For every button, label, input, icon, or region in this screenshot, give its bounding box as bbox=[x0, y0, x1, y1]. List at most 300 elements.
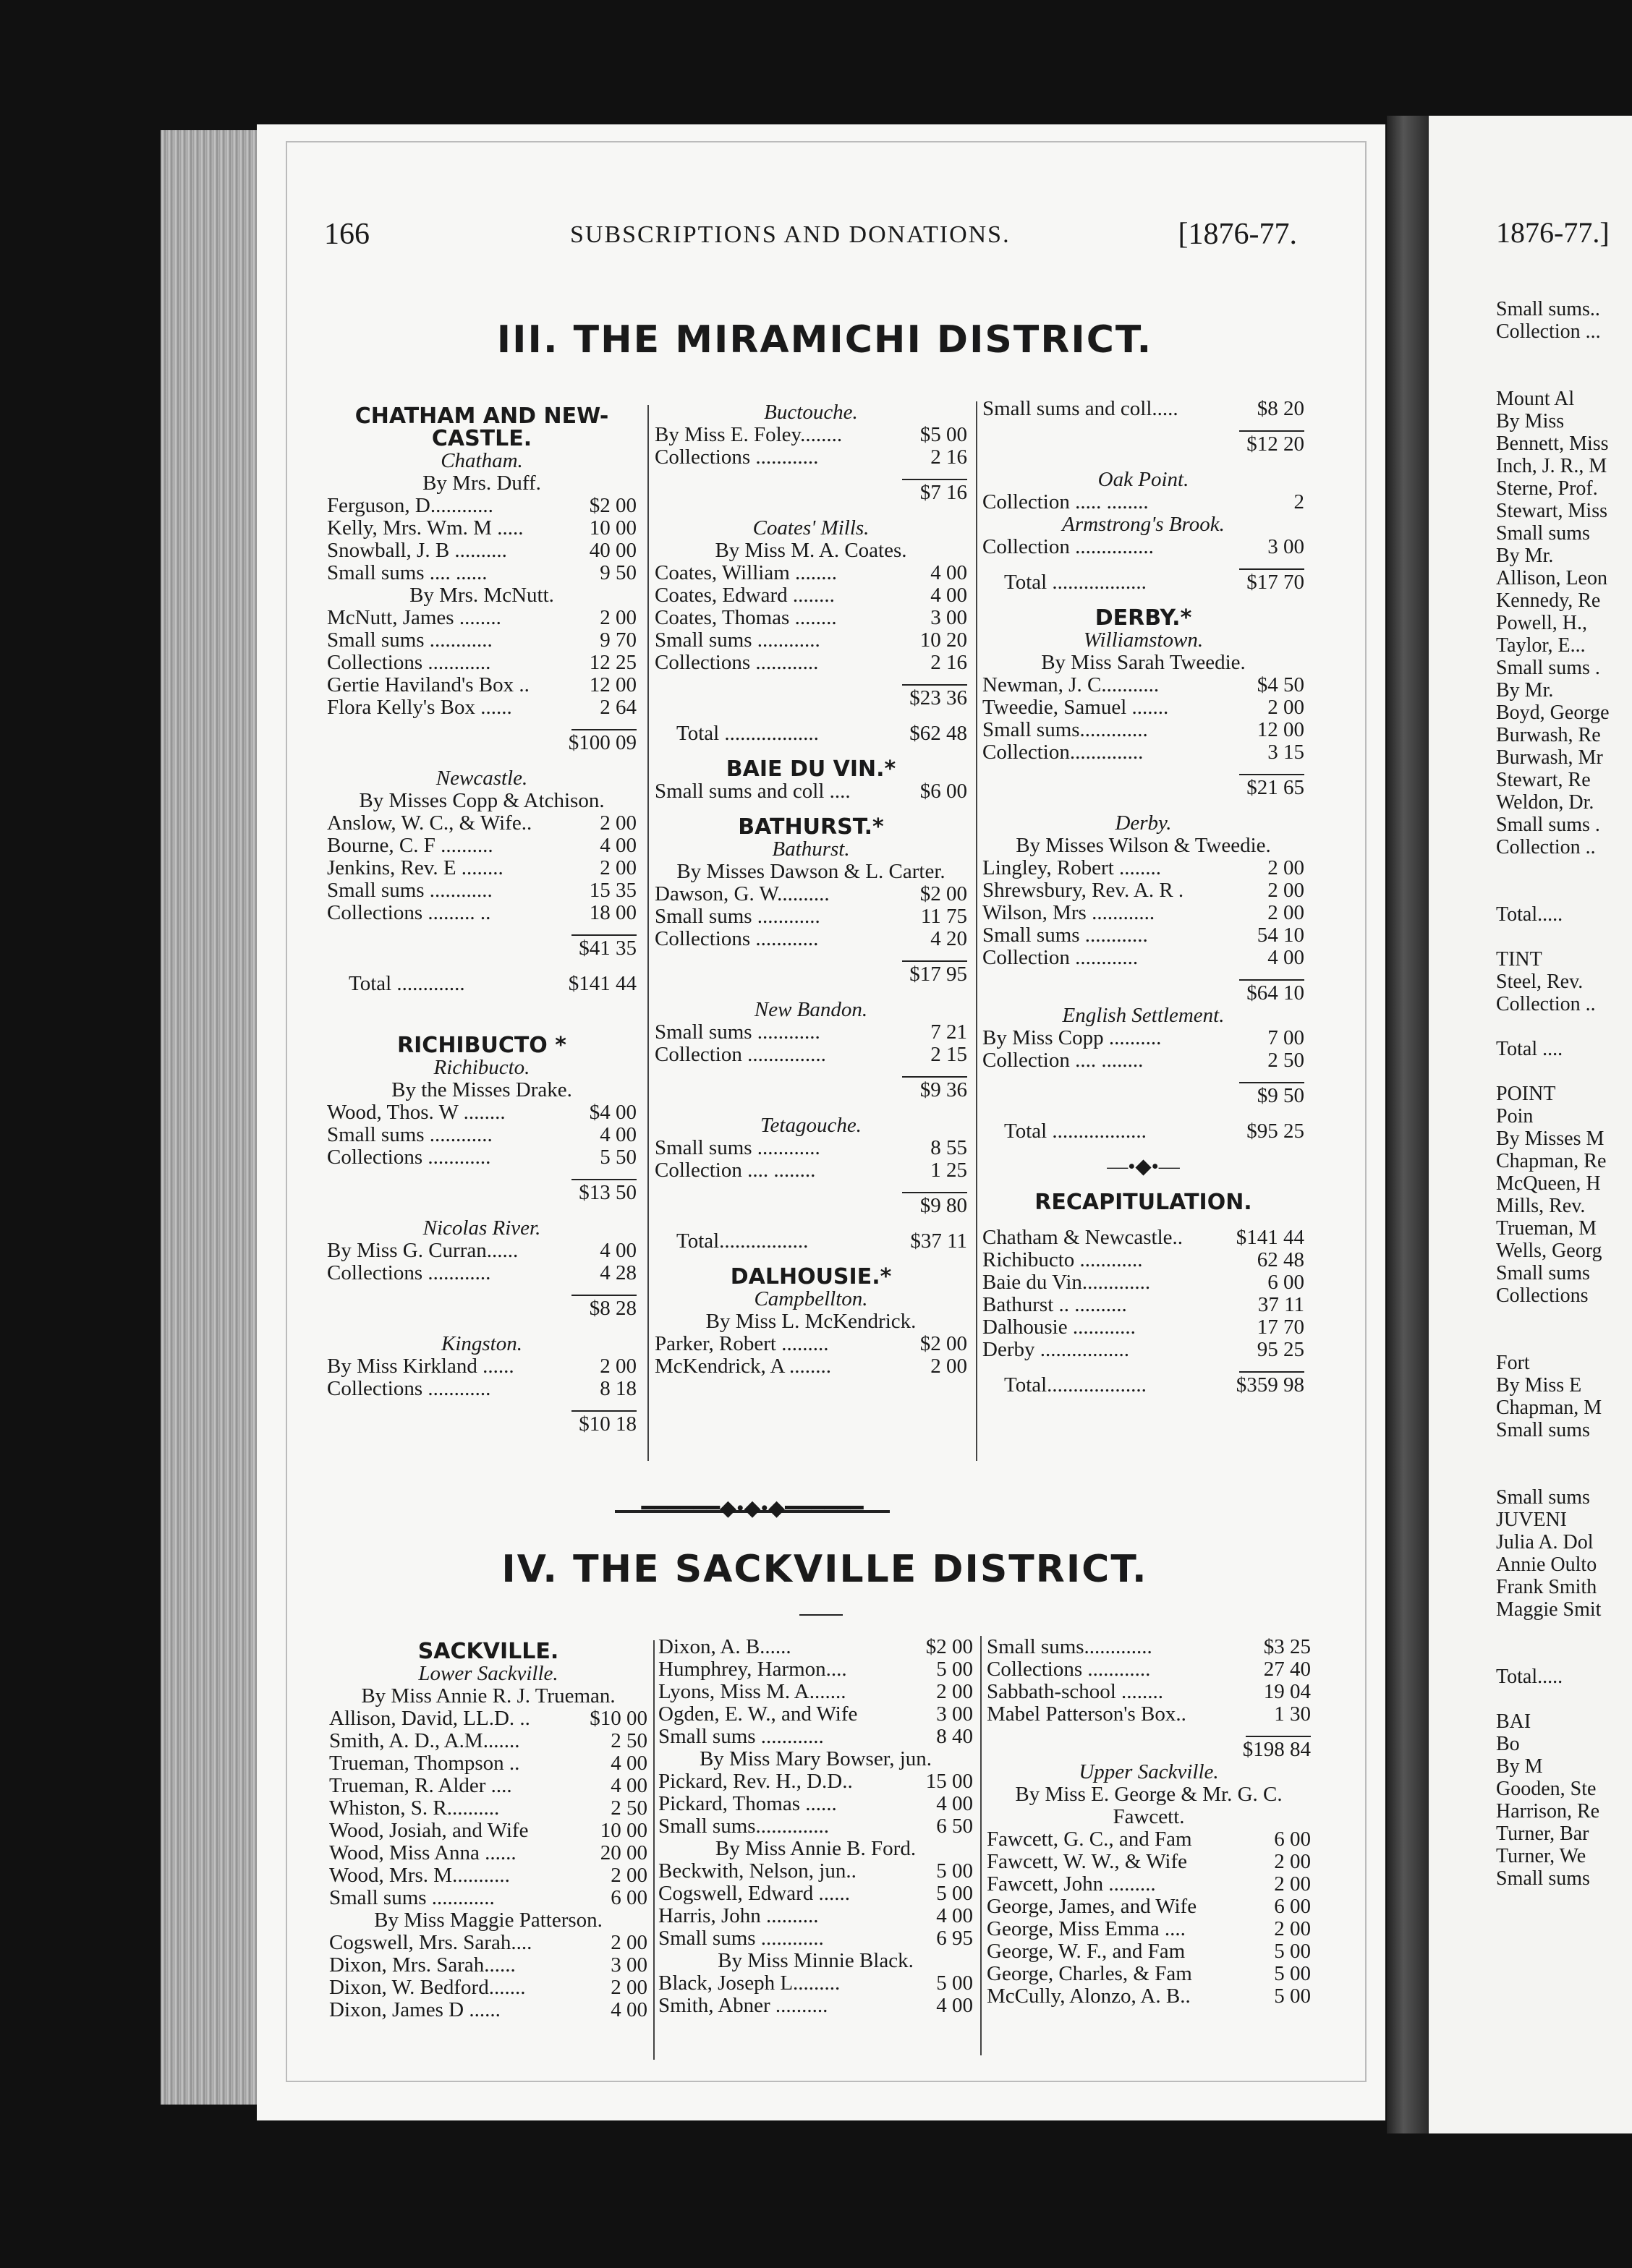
entry-row bbox=[987, 1918, 1311, 1940]
entry-amount: 19 04 bbox=[1263, 1680, 1311, 1703]
entry-row bbox=[658, 1972, 973, 1995]
entry-amount: $141 44 bbox=[1236, 1226, 1304, 1249]
entry-label: Kelly, Mrs. Wm. M ..... bbox=[327, 516, 524, 540]
ornament-glyphs: ━━━━━━◆•◆•◆━━━━━━ bbox=[641, 1496, 864, 1520]
entry-label: Total .................. bbox=[1004, 571, 1147, 594]
entry-amount: $7 16 bbox=[919, 481, 967, 504]
spacer bbox=[655, 709, 967, 722]
entry-row bbox=[655, 562, 967, 584]
total-row bbox=[982, 1374, 1304, 1397]
entry-row bbox=[329, 1887, 647, 1909]
right-page-line: By Mr. bbox=[1496, 545, 1554, 567]
place-name: Derby. bbox=[1115, 811, 1172, 835]
entry-amount: 12 25 bbox=[589, 651, 637, 674]
entry-amount: 4 00 bbox=[600, 834, 637, 857]
entry-row bbox=[329, 1977, 647, 1999]
entry-amount: 4 00 bbox=[936, 1792, 973, 1815]
entry-amount: 17 70 bbox=[1257, 1316, 1304, 1339]
collector-line: —•◆•— bbox=[1107, 1155, 1180, 1178]
entry-amount: 12 00 bbox=[589, 673, 637, 696]
entry-amount: 12 00 bbox=[1257, 718, 1304, 741]
entry-row bbox=[658, 1726, 973, 1748]
right-page-line: Annie Oulto bbox=[1496, 1553, 1597, 1576]
entry-row bbox=[327, 1240, 637, 1262]
title-underline bbox=[799, 1614, 843, 1616]
collector-line: By Miss E. George & Mr. G. C. bbox=[1015, 1783, 1283, 1806]
entry-amount: 2 00 bbox=[600, 1355, 637, 1378]
entry-row bbox=[327, 540, 637, 562]
right-page-line: Kennedy, Re bbox=[1496, 589, 1601, 612]
entry-label: Coates, Thomas ........ bbox=[655, 606, 837, 629]
entry-amount: $2 00 bbox=[589, 494, 637, 517]
entry-amount: $62 48 bbox=[909, 722, 967, 745]
entry-row bbox=[987, 1963, 1311, 1985]
subtotal-row bbox=[655, 963, 967, 986]
running-header bbox=[324, 217, 1297, 260]
entry-label: Bourne, C. F .......... bbox=[327, 834, 493, 857]
entry-amount: 4 00 bbox=[930, 584, 967, 607]
entry-amount: 4 00 bbox=[930, 561, 967, 584]
entry-amount: 8 18 bbox=[600, 1377, 637, 1400]
entry-label: Collections ............ bbox=[327, 651, 491, 674]
subtotal-rule bbox=[327, 1169, 637, 1182]
entry-amount: $100 09 bbox=[568, 731, 637, 754]
total-row bbox=[655, 722, 967, 745]
right-page-line: Taylor, E... bbox=[1496, 634, 1586, 657]
column-divider bbox=[653, 1640, 655, 2060]
place-name: Upper Sackville. bbox=[1079, 1760, 1219, 1783]
section-heading: BATHURST.* bbox=[738, 814, 884, 840]
entry-amount: 1 30 bbox=[1274, 1702, 1311, 1726]
entry-row bbox=[655, 928, 967, 950]
entry-amount: 2 00 bbox=[611, 1931, 647, 1954]
entry-row bbox=[982, 1339, 1304, 1361]
entry-row bbox=[982, 1049, 1304, 1072]
section-heading: RICHIBUCTO * bbox=[397, 1033, 566, 1058]
right-page-line: Burwash, Re bbox=[1496, 724, 1601, 746]
entry-label: Jenkins, Rev. E ........ bbox=[327, 856, 503, 879]
right-page-line: Small sums.. bbox=[1496, 298, 1600, 320]
entry-row bbox=[658, 1815, 973, 1838]
entry-label: Small sums ............ bbox=[658, 1927, 824, 1950]
entry-label: By Miss G. Curran...... bbox=[327, 1239, 519, 1262]
entry-label: Wood, Josiah, and Wife bbox=[329, 1819, 529, 1842]
entry-row bbox=[658, 1793, 973, 1815]
place-name: Buctouche. bbox=[764, 401, 858, 424]
entry-label: Chatham & Newcastle.. bbox=[982, 1226, 1183, 1249]
entry-row bbox=[982, 857, 1304, 879]
entry-row bbox=[982, 1294, 1304, 1316]
entry-amount: 10 00 bbox=[600, 1819, 647, 1842]
entry-label: Collections ............ bbox=[987, 1658, 1151, 1681]
entry-label: Lyons, Miss M. A....... bbox=[658, 1680, 846, 1703]
entry-amount: 2 50 bbox=[1267, 1049, 1304, 1072]
right-page-column bbox=[1496, 298, 1610, 1890]
district-3-column-3 bbox=[982, 398, 1304, 1397]
entry-row bbox=[658, 1927, 973, 1950]
right-page-line: Harrison, Re bbox=[1496, 1800, 1600, 1822]
right-page-line bbox=[1496, 365, 1610, 388]
place-name: Kingston. bbox=[441, 1332, 522, 1355]
section-heading: DALHOUSIE.* bbox=[730, 1264, 892, 1289]
entry-label: Parker, Robert ......... bbox=[655, 1332, 829, 1355]
collector-line: By the Misses Drake. bbox=[391, 1078, 572, 1101]
entry-label: Small sums and coll..... bbox=[982, 397, 1178, 420]
entry-amount: 4 00 bbox=[611, 1752, 647, 1775]
entry-row bbox=[327, 1146, 637, 1169]
entry-amount: 2 00 bbox=[611, 1976, 647, 1999]
place-name: Campbellton. bbox=[754, 1287, 868, 1310]
entry-amount: 4 00 bbox=[600, 1239, 637, 1262]
entry-amount: 15 35 bbox=[589, 879, 637, 902]
entry-amount: $17 70 bbox=[1246, 571, 1304, 594]
entry-row bbox=[658, 1681, 973, 1703]
entry-row bbox=[327, 696, 637, 719]
right-page-line: JUVENI bbox=[1496, 1509, 1567, 1531]
entry-label: Collections ............ bbox=[655, 651, 819, 674]
entry-row bbox=[329, 1932, 647, 1954]
right-page-line: Collections bbox=[1496, 1284, 1589, 1307]
entry-label: Tweedie, Samuel ....... bbox=[982, 696, 1169, 719]
entry-label: Collections ............ bbox=[655, 927, 819, 950]
entry-label: Shrewsbury, Rev. A. R . bbox=[982, 879, 1184, 902]
entry-amount: 2 00 bbox=[611, 1864, 647, 1887]
entry-row bbox=[982, 1271, 1304, 1294]
entry-row bbox=[987, 1940, 1311, 1963]
entry-amount: $8 28 bbox=[589, 1297, 637, 1320]
total-row bbox=[982, 1120, 1304, 1143]
entry-amount: $9 36 bbox=[919, 1078, 967, 1101]
entry-amount: 15 00 bbox=[925, 1770, 973, 1793]
entry-amount: 10 00 bbox=[589, 516, 637, 540]
collector-line: By Misses Dawson & L. Carter. bbox=[676, 860, 945, 883]
entry-amount: 2 00 bbox=[1267, 856, 1304, 879]
subtotal-rule bbox=[982, 420, 1304, 433]
entry-amount: 7 21 bbox=[930, 1020, 967, 1044]
entry-row bbox=[658, 1905, 973, 1927]
entry-label: Small sums ............ bbox=[329, 1886, 495, 1909]
entry-row bbox=[658, 1636, 973, 1658]
entry-amount: $4 00 bbox=[589, 1101, 637, 1124]
entry-row bbox=[655, 780, 967, 803]
entry-label: Total .................. bbox=[1004, 1120, 1147, 1143]
entry-label: McKendrick, A ........ bbox=[655, 1355, 832, 1378]
entry-row bbox=[327, 1378, 637, 1400]
right-page-line bbox=[1496, 1441, 1610, 1464]
subtotal-row bbox=[655, 1195, 967, 1217]
subtotal-row bbox=[655, 482, 967, 504]
entry-row bbox=[329, 1708, 647, 1730]
spacer bbox=[982, 456, 1304, 469]
entry-amount: 5 00 bbox=[936, 1971, 973, 1995]
right-page-line: Gooden, Ste bbox=[1496, 1778, 1597, 1800]
entry-amount: 2 00 bbox=[936, 1680, 973, 1703]
entry-label: Small sums ............ bbox=[658, 1725, 824, 1748]
subtotal-rule bbox=[655, 469, 967, 482]
entry-label: Collections ............ bbox=[655, 446, 819, 469]
right-page-line: By Mr. bbox=[1496, 679, 1554, 702]
right-page-line: Bennett, Miss bbox=[1496, 432, 1609, 455]
right-page-line: Collection .. bbox=[1496, 993, 1596, 1015]
entry-row bbox=[658, 1995, 973, 2017]
place-name: Armstrong's Brook. bbox=[1062, 513, 1225, 536]
collector-line: By Miss Mary Bowser, jun. bbox=[699, 1747, 932, 1770]
entry-amount: $9 80 bbox=[919, 1194, 967, 1217]
entry-amount: $2 00 bbox=[925, 1635, 973, 1658]
entry-row bbox=[982, 674, 1304, 696]
entry-amount: 6 50 bbox=[936, 1815, 973, 1838]
entry-row bbox=[655, 652, 967, 674]
right-page-line: Poin bbox=[1496, 1105, 1534, 1127]
entry-label: Small sums ............ bbox=[655, 1020, 820, 1044]
subtotal-row bbox=[327, 1413, 637, 1436]
entry-label: Newman, J. C........... bbox=[982, 673, 1160, 696]
entry-amount: 4 00 bbox=[611, 1774, 647, 1797]
entry-amount: $10 00 bbox=[590, 1707, 647, 1730]
entry-amount: 54 10 bbox=[1257, 924, 1304, 947]
entry-row bbox=[327, 607, 637, 629]
entry-row bbox=[982, 719, 1304, 741]
entry-row bbox=[655, 629, 967, 652]
entry-row bbox=[982, 1027, 1304, 1049]
subtotal-row bbox=[982, 777, 1304, 799]
entry-label: Small sums ............ bbox=[327, 1123, 493, 1146]
right-page-line: Wells, Georg bbox=[1496, 1240, 1602, 1262]
right-page-line: POINT bbox=[1496, 1083, 1556, 1105]
entry-row bbox=[987, 1681, 1311, 1703]
place-name: Newcastle. bbox=[435, 767, 528, 790]
collector-line: By Miss L. McKendrick. bbox=[705, 1310, 917, 1333]
subtotal-row bbox=[982, 1085, 1304, 1107]
entry-amount: $8 20 bbox=[1257, 397, 1304, 420]
entry-label: Total................. bbox=[676, 1229, 809, 1253]
entry-amount: $95 25 bbox=[1246, 1120, 1304, 1143]
entry-amount: $37 11 bbox=[910, 1229, 967, 1253]
entry-label: Harris, John .......... bbox=[658, 1904, 819, 1927]
right-page-line bbox=[1496, 1060, 1610, 1083]
subtotal-rule bbox=[982, 1361, 1304, 1374]
entry-amount: 6 00 bbox=[1274, 1895, 1311, 1918]
entry-amount: 95 25 bbox=[1257, 1338, 1304, 1361]
entry-amount: 2 00 bbox=[600, 856, 637, 879]
book-page-edges bbox=[161, 130, 269, 2105]
entry-amount: 5 00 bbox=[936, 1882, 973, 1905]
spacer bbox=[982, 799, 1304, 812]
entry-amount: 27 40 bbox=[1263, 1658, 1311, 1681]
entry-row bbox=[327, 1262, 637, 1284]
entry-amount: 6 95 bbox=[936, 1927, 973, 1950]
entry-row bbox=[982, 879, 1304, 902]
entry-label: Dawson, G. W.......... bbox=[655, 882, 830, 905]
right-page-line: Boyd, George bbox=[1496, 702, 1610, 724]
entry-row bbox=[329, 1797, 647, 1820]
place-name: Bathurst. bbox=[772, 837, 850, 861]
entry-label: Total................... bbox=[1004, 1373, 1147, 1397]
entry-amount: 2 00 bbox=[930, 1355, 967, 1378]
entry-label: Small sums............. bbox=[987, 1635, 1152, 1658]
right-page-line: Mount Al bbox=[1496, 388, 1575, 410]
entry-label: Cogswell, Edward ...... bbox=[658, 1882, 850, 1905]
entry-amount: 4 00 bbox=[936, 1904, 973, 1927]
entry-row bbox=[327, 857, 637, 879]
entry-amount: $2 00 bbox=[919, 882, 967, 905]
entry-amount: 4 00 bbox=[611, 1998, 647, 2021]
section-heading: BAIE DU VIN.* bbox=[726, 756, 896, 782]
entry-label: Bathurst .. .......... bbox=[982, 1293, 1127, 1316]
section-heading: RECAPITULATION. bbox=[1034, 1190, 1252, 1215]
entry-amount: 6 00 bbox=[611, 1886, 647, 1909]
page-number: 166 bbox=[324, 218, 370, 251]
right-page-line: Trueman, M bbox=[1496, 1217, 1597, 1240]
collector-line: By Miss Minnie Black. bbox=[718, 1949, 914, 1972]
entry-label: Fawcett, John ......... bbox=[987, 1872, 1156, 1896]
entry-label: Collection .... ........ bbox=[982, 1049, 1144, 1072]
entry-label: Dalhousie ............ bbox=[982, 1316, 1136, 1339]
entry-label: Small sums ............ bbox=[982, 924, 1148, 947]
right-page-line: By Misses M bbox=[1496, 1127, 1605, 1150]
subtotal-rule bbox=[987, 1726, 1311, 1739]
section-heading: CHATHAM AND NEW- bbox=[354, 404, 609, 429]
entry-amount: 2 00 bbox=[600, 606, 637, 629]
spacer bbox=[655, 1217, 967, 1230]
entry-row bbox=[655, 1137, 967, 1159]
entry-label: Collections ............ bbox=[327, 1261, 491, 1284]
entry-amount: $2 00 bbox=[919, 1332, 967, 1355]
entry-row bbox=[658, 1883, 973, 1905]
entry-row bbox=[327, 495, 637, 517]
collector-line: By Miss Annie B. Ford. bbox=[715, 1837, 917, 1860]
entry-row bbox=[987, 1828, 1311, 1851]
entry-row bbox=[327, 517, 637, 540]
book-gutter bbox=[1387, 116, 1429, 2133]
entry-row bbox=[327, 1101, 637, 1124]
entry-label: Coates, Edward ........ bbox=[655, 584, 835, 607]
entry-amount: 2 16 bbox=[930, 651, 967, 674]
entry-amount: 5 50 bbox=[600, 1146, 637, 1169]
entry-label: Collection ............ bbox=[982, 946, 1139, 969]
entry-row bbox=[329, 1775, 647, 1797]
entry-amount: 2 50 bbox=[611, 1796, 647, 1820]
entry-label: Collection ..... ........ bbox=[982, 490, 1149, 513]
entry-row bbox=[982, 924, 1304, 947]
entry-label: Beckwith, Nelson, jun.. bbox=[658, 1859, 857, 1883]
entry-amount: 6 00 bbox=[1267, 1271, 1304, 1294]
right-page-line bbox=[1496, 1329, 1610, 1352]
right-page-line: Collection .. bbox=[1496, 836, 1596, 858]
entry-row bbox=[982, 947, 1304, 969]
entry-label: Smith, A. D., A.M....... bbox=[329, 1729, 520, 1752]
entry-label: Small sums and coll .... bbox=[655, 780, 851, 803]
entry-label: Trueman, R. Alder .... bbox=[329, 1774, 512, 1797]
district-4-column-3 bbox=[987, 1636, 1311, 2008]
entry-row bbox=[982, 696, 1304, 719]
entry-row bbox=[327, 1355, 637, 1378]
entry-label: Small sums ............ bbox=[655, 628, 820, 652]
entry-row bbox=[329, 1730, 647, 1752]
entry-amount: 10 20 bbox=[919, 628, 967, 652]
entry-row bbox=[982, 1316, 1304, 1339]
entry-amount: 3 00 bbox=[1267, 535, 1304, 558]
entry-label: Flora Kelly's Box ...... bbox=[327, 696, 512, 719]
total-row bbox=[982, 571, 1304, 594]
entry-label: Collection ............... bbox=[655, 1043, 826, 1066]
district-3-column-1 bbox=[327, 405, 637, 1436]
place-name: English Settlement. bbox=[1062, 1004, 1225, 1027]
entry-label: Collection ............... bbox=[982, 535, 1154, 558]
entry-row bbox=[658, 1658, 973, 1681]
section-heading: SACKVILLE. bbox=[417, 1639, 559, 1664]
entry-row bbox=[327, 674, 637, 696]
right-page-line bbox=[1496, 1307, 1610, 1329]
entry-label: Fawcett, G. C., and Fam bbox=[987, 1828, 1192, 1851]
running-title: SUBSCRIPTIONS AND DONATIONS. bbox=[570, 221, 1011, 248]
spacer bbox=[327, 1008, 637, 1021]
place-name: Oak Point. bbox=[1097, 468, 1189, 491]
entry-amount: 5 00 bbox=[1274, 1984, 1311, 2008]
entry-amount: 3 00 bbox=[936, 1702, 973, 1726]
entry-amount: 4 20 bbox=[930, 927, 967, 950]
entry-label: Collections ............ bbox=[327, 1146, 491, 1169]
subtotal-row bbox=[327, 937, 637, 960]
entry-label: Small sums ............ bbox=[327, 879, 493, 902]
entry-row bbox=[327, 1124, 637, 1146]
entry-label: Sabbath-school ........ bbox=[987, 1680, 1164, 1703]
entry-row bbox=[982, 491, 1304, 513]
subtotal-row bbox=[327, 1297, 637, 1320]
entry-row bbox=[987, 1873, 1311, 1896]
entry-label: Anslow, W. C., & Wife.. bbox=[327, 811, 532, 835]
entry-row bbox=[987, 1636, 1311, 1658]
entry-label: Derby ................. bbox=[982, 1338, 1129, 1361]
entry-row bbox=[655, 1333, 967, 1355]
spacer bbox=[327, 995, 637, 1008]
entry-row bbox=[329, 1999, 647, 2021]
right-page-line: Total..... bbox=[1496, 903, 1563, 926]
entry-label: Collection.............. bbox=[982, 741, 1144, 764]
section-heading: DERBY.* bbox=[1095, 605, 1192, 631]
entry-amount: $9 50 bbox=[1257, 1084, 1304, 1107]
entry-amount: $3 25 bbox=[1263, 1635, 1311, 1658]
right-page-line: Allison, Leon bbox=[1496, 567, 1607, 589]
entry-label: Baie du Vin............. bbox=[982, 1271, 1151, 1294]
right-page-line: Fort bbox=[1496, 1352, 1530, 1374]
right-page-line: Julia A. Dol bbox=[1496, 1531, 1594, 1553]
subtotal-rule bbox=[655, 1066, 967, 1079]
entry-label: Wilson, Mrs ............ bbox=[982, 901, 1155, 924]
collector-line: By Misses Wilson & Tweedie. bbox=[1016, 834, 1271, 857]
entry-amount: 3 00 bbox=[930, 606, 967, 629]
entry-amount: 3 00 bbox=[611, 1953, 647, 1977]
entry-row bbox=[982, 1249, 1304, 1271]
entry-label: Collections ......... .. bbox=[327, 901, 491, 924]
entry-label: Small sums ............ bbox=[327, 628, 493, 652]
collector-line: By Mrs. McNutt. bbox=[409, 584, 554, 607]
collector-line: Fawcett. bbox=[1113, 1805, 1185, 1828]
entry-row bbox=[982, 741, 1304, 764]
right-page-line: Small sums bbox=[1496, 1867, 1590, 1890]
entry-row bbox=[987, 1851, 1311, 1873]
entry-amount: $359 98 bbox=[1236, 1373, 1304, 1397]
right-page-line bbox=[1496, 1464, 1610, 1486]
place-name: New Bandon. bbox=[754, 998, 868, 1021]
entry-label: Dixon, Mrs. Sarah...... bbox=[329, 1953, 516, 1977]
right-page-line bbox=[1496, 1688, 1610, 1710]
right-page-line bbox=[1496, 343, 1610, 365]
entry-row bbox=[329, 1864, 647, 1887]
entry-label: By Miss E. Foley........ bbox=[655, 423, 843, 446]
entry-amount: $4 50 bbox=[1257, 673, 1304, 696]
subtotal-rule bbox=[655, 950, 967, 963]
